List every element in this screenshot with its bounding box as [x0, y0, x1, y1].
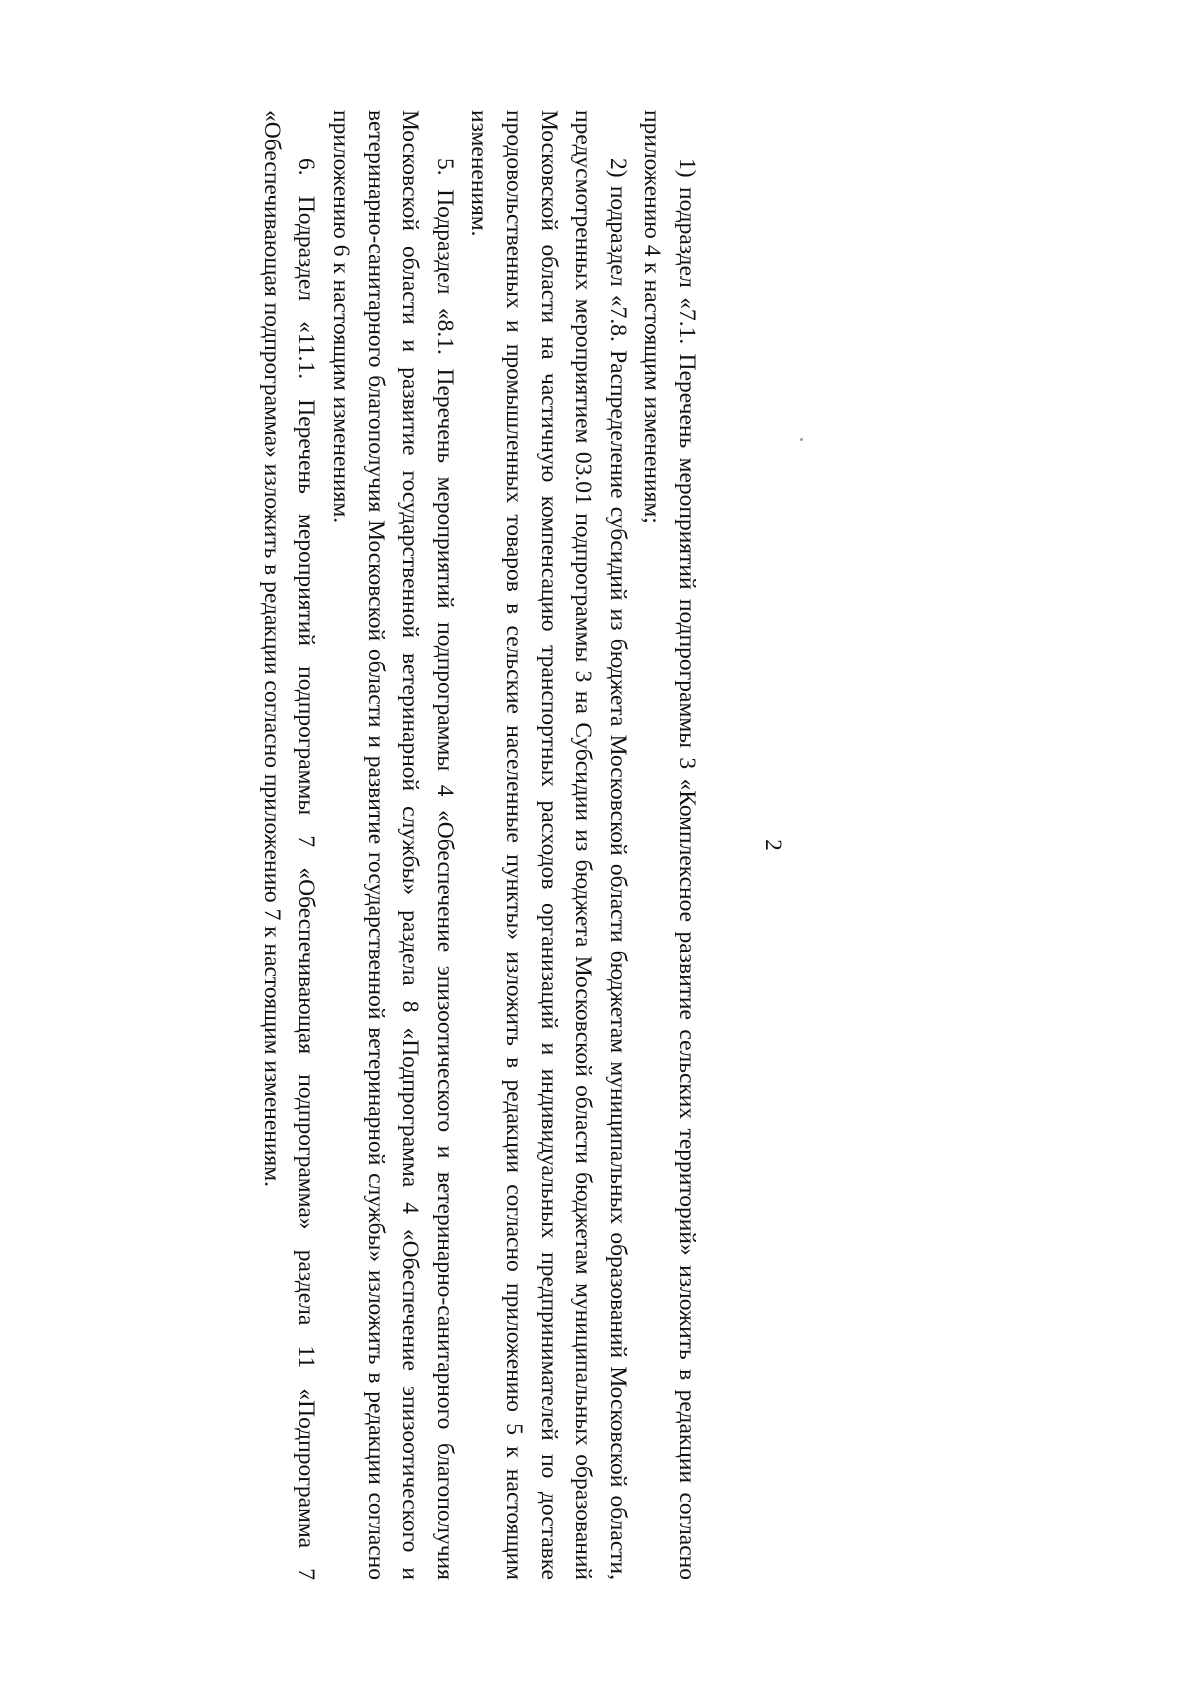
paragraph-4: 6. Подраздел «11.1. Перечень мероприятий подпрограммы 7 «Обеспечивающая подпрограмма» раздела 11 «Подпрограмма 7 «Обеспечивающая подпрограмма» изложить в редакции согласно приложению 7 к настоящим изменениям. [258, 110, 320, 1580]
page-number: 2 [761, 839, 786, 851]
scan-speck [800, 438, 803, 441]
paragraph-3: 5. Подраздел «8.1. Перечень мероприятий подпрограммы 4 «Обеспечение эпизоотического и ветеринарно-санитарного благополучия Московской области и развитие государственной ветеринарной службы» раздела 8 «Подпрограмма 4 «Обеспечение эпизоотического и ветеринарно-санитарного благополучия Московской области и развитие государственной ветеринарной службы» изложить в редакции согласно приложению 6 к настоящим изменениям. [328, 110, 458, 1580]
rotated-text-block [0, 110, 790, 1580]
paragraph-2: 2) подраздел «7.8. Распределение субсидий из бюджета Московской области бюджетам муниципальных образований Московской области, предусмотренных мероприятием 03.01 подпрограммы 3 на Субсидии из бюджета Московской области бюджетам муниципальных образований Московской области на частичную компенсацию транспортных расходов организаций и индивидуальных предпринимателей по доставке продовольственных и промышленных товаров в сельские населенные пункты» изложить в редакции согласно приложению 5 к настоящим изменениям. [466, 110, 631, 1580]
paragraph-1: 1) подраздел «7.1. Перечень мероприятий подпрограммы 3 «Комплексное развитие сельских территорий» изложить в редакции согласно приложению 4 к настоящим изменениям; [639, 110, 700, 1580]
